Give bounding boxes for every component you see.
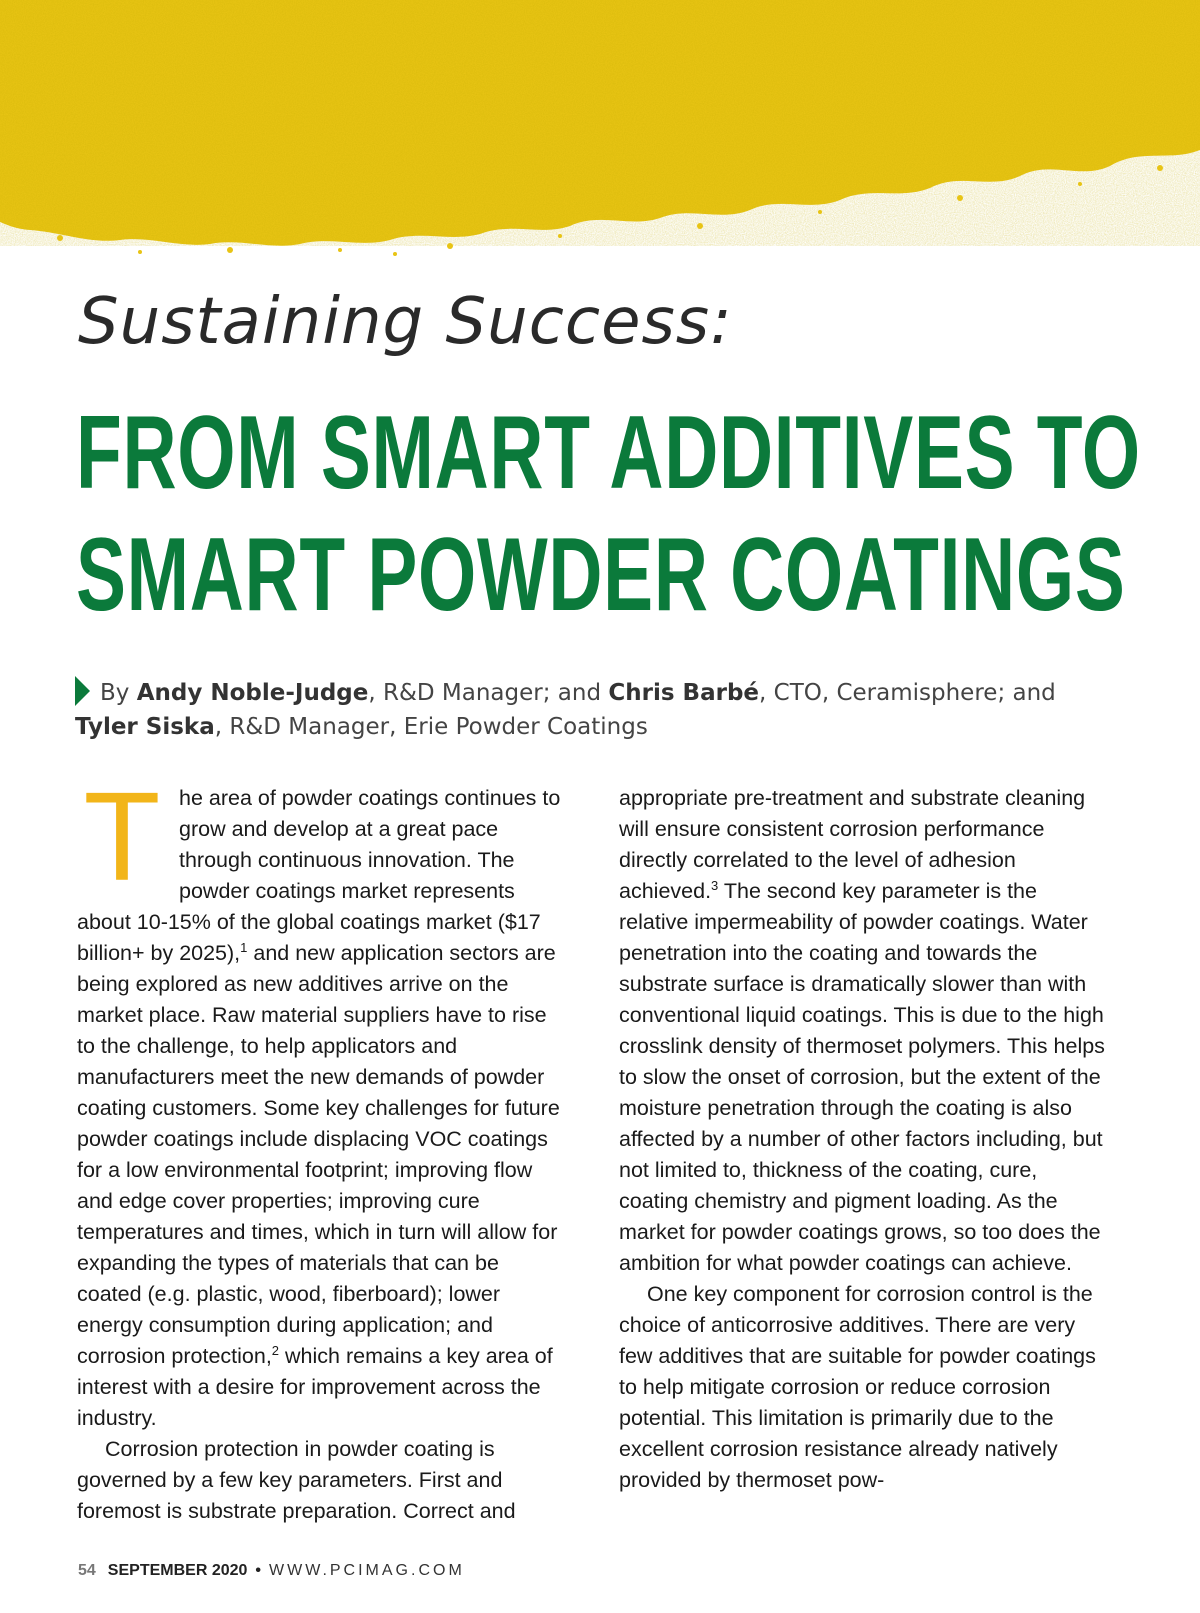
footnote-ref: 3 bbox=[711, 878, 719, 893]
body-paragraph bbox=[619, 783, 1109, 1279]
issue-date: SEPTEMBER 2020 bbox=[107, 1562, 248, 1579]
footnote-ref: 1 bbox=[240, 940, 248, 955]
page-footer bbox=[78, 1562, 465, 1580]
body-paragraph: Corrosion protection in powder coating is governed by a few key parameters. First and foremost is substrate preparation. Correct and bbox=[77, 1437, 516, 1523]
headline-line-1: FROM SMART ADDITIVES TO bbox=[76, 395, 1141, 511]
body-column-left bbox=[77, 766, 567, 1527]
author-name: Andy Noble-Judge bbox=[136, 680, 369, 706]
article-headline bbox=[76, 392, 1141, 636]
drop-cap: T bbox=[83, 766, 161, 907]
footnote-ref: 2 bbox=[271, 1343, 280, 1358]
author-role: , CTO, Ceramisphere; and bbox=[759, 680, 1056, 706]
triangle-arrow-icon bbox=[75, 676, 90, 706]
yellow-powder-image bbox=[0, 0, 1200, 260]
page-number: 54 bbox=[78, 1562, 96, 1579]
body-column-right bbox=[619, 783, 1109, 1496]
article-kicker: Sustaining Success: bbox=[78, 285, 733, 359]
headline-line-2: SMART POWDER COATINGS bbox=[76, 517, 1126, 633]
author-name: Tyler Siska bbox=[75, 714, 215, 740]
website-url: WWW.PCIMAG.COM bbox=[269, 1562, 465, 1579]
author-role: , R&D Manager; and bbox=[368, 680, 609, 706]
body-text: which remains a key area of interest with a desire for improvement across the industry. bbox=[77, 1344, 553, 1430]
byline-prefix: By bbox=[100, 680, 137, 706]
body-text: appropriate pre-treatment and substrate cleaning will ensure consistent corrosion performance directly correlated to the level of adhesion achieved. bbox=[619, 786, 1086, 903]
author-name: Chris Barbé bbox=[608, 680, 760, 706]
author-role: , R&D Manager, Erie Powder Coatings bbox=[214, 714, 648, 740]
body-text: he area of powder coatings continues to grow and develop at a great pace through continuous innovation. The powder coatings market represents about 10-15% of the global coatings market ($17 billion+ by 2025), bbox=[77, 786, 561, 965]
byline bbox=[75, 676, 1135, 744]
body-paragraph: One key component for corrosion control is the choice of anticorrosive additives. There are very few additives that are suitable for powder coatings to help mitigate corrosion or reduce corrosion potential. This limitation is primarily due to the excellent corrosion resistance already natively provided by thermoset pow- bbox=[619, 1282, 1096, 1492]
body-paragraph bbox=[77, 766, 567, 1434]
body-text: and new application sectors are being explored as new additives arrive on the market place. Raw material suppliers have to rise to the challenge, to help applicators and manufacturers meet the new demands of powder coating customers. Some key challenges for future powder coatings include displacing VOC coatings for a low environmental footprint; improving flow and edge cover properties; improving cure temperatures and times, which in turn will allow for expanding the types of materials that can be coated (e.g. plastic, wood, fiberboard); lower energy consumption during application; and corrosion protection, bbox=[77, 941, 560, 1368]
body-text: The second key parameter is the relative impermeability of powder coatings. Water penetration into the coating and towards the substrate surface is dramatically slower than with conventional liquid coatings. This is due to the high crosslink density of thermoset polymers. This helps to slow the onset of corrosion, but the extent of the moisture penetration through the coating is also affected by a number of other factors including, but not limited to, thickness of the coating, cure, coating chemistry and pigment loading. As the market for powder coatings grows, so too does the ambition for what powder coatings can achieve. bbox=[619, 879, 1105, 1275]
footer-separator: • bbox=[255, 1562, 262, 1579]
